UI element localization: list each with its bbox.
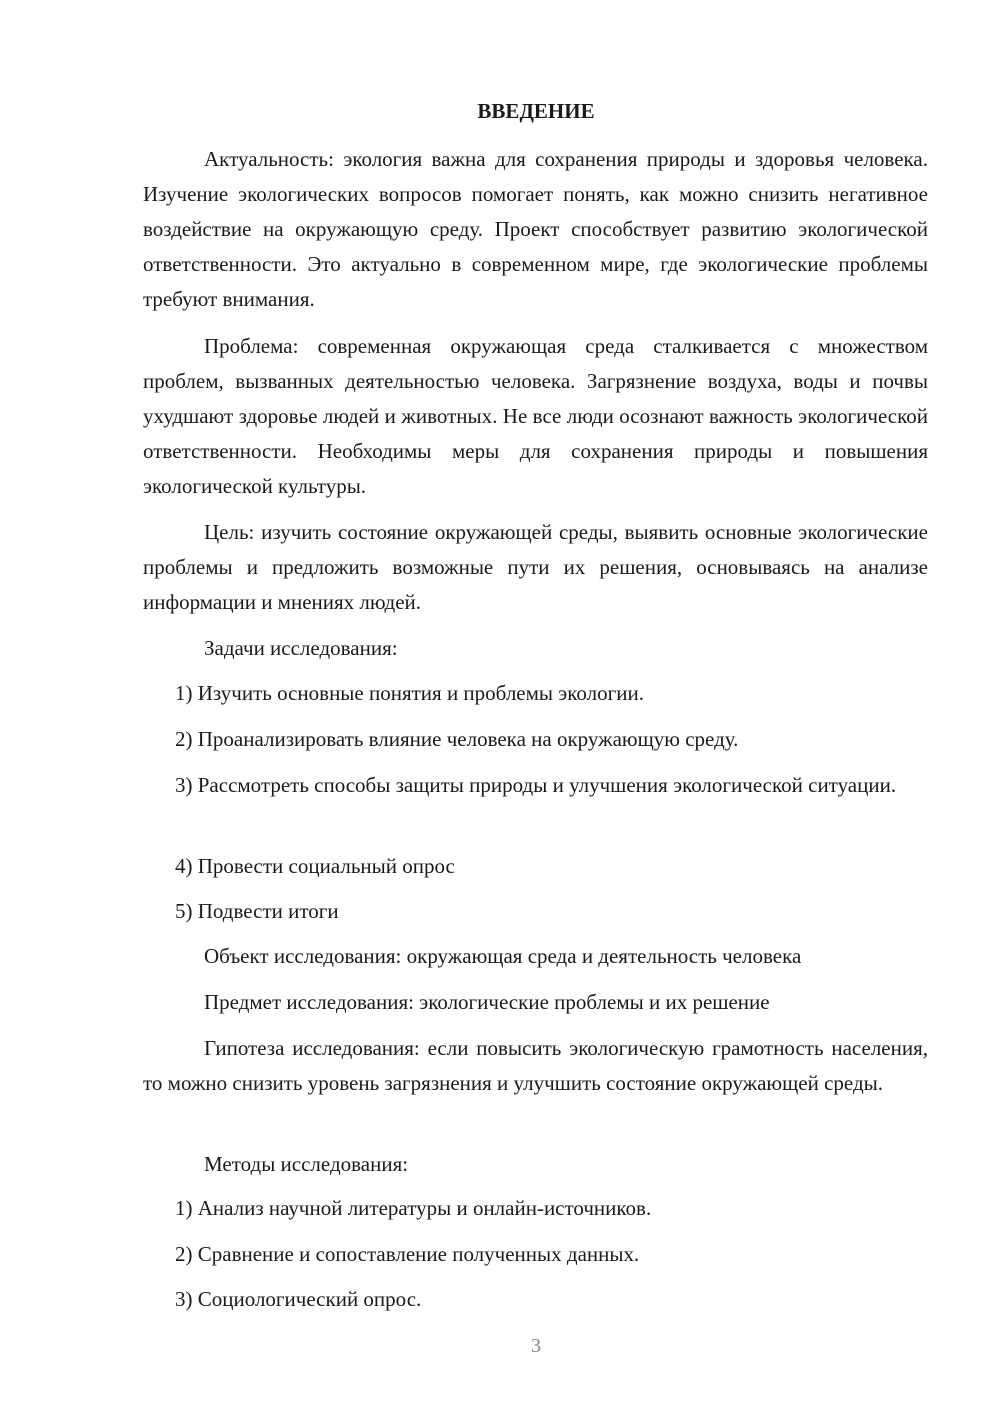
- task-item-3: 3) Рассмотреть способы защиты природы и улучшения экологической ситуации.: [175, 773, 897, 797]
- tasks-title: Задачи исследования:: [204, 636, 398, 660]
- paragraph-goal: Цель: изучить состояние окружающей среды, выявить основные экологические проблемы и предложить возможные пути их решения, основываясь на анализе информации и мнениях людей.: [143, 520, 928, 614]
- research-object: Объект исследования: окружающая среда и деятельность человека: [204, 944, 802, 968]
- method-item-2: 2) Сравнение и сопоставление полученных данных.: [175, 1242, 640, 1266]
- methods-title: Методы исследования:: [204, 1152, 409, 1176]
- research-hypothesis: Гипотеза исследования: если повысить экологическую грамотность населения, то можно снизить уровень загрязнения и улучшить состояние окружающей среды.: [143, 1036, 928, 1095]
- paragraph-problem: Проблема: современная окружающая среда сталкивается с множеством проблем, вызванных деятельностью человека. Загрязнение воздуха, воды и почвы ухудшают здоровье людей и животных. Не все люди осознают важность экологической ответственности. Необходимы меры для сохранения природы и повышения экологической культуры.: [143, 334, 928, 498]
- task-item-1: 1) Изучить основные понятия и проблемы экологии.: [175, 681, 644, 705]
- method-item-3: 3) Социологический опрос.: [175, 1287, 422, 1311]
- page-number: 3: [531, 1335, 541, 1357]
- task-item-2: 2) Проанализировать влияние человека на окружающую среду.: [175, 727, 739, 751]
- method-item-1: 1) Анализ научной литературы и онлайн-источников.: [175, 1196, 652, 1220]
- page-title: ВВЕДЕНИЕ: [477, 99, 595, 123]
- task-item-4: 4) Провести социальный опрос: [175, 854, 455, 878]
- research-subject: Предмет исследования: экологические проблемы и их решение: [204, 990, 770, 1014]
- task-item-5: 5) Подвести итоги: [175, 899, 339, 923]
- paragraph-relevance: Актуальность: экология важна для сохранения природы и здоровья человека. Изучение экологических вопросов помогает понять, как можно снизить негативное воздействие на окружающую среду. Проект способствует развитию экологической ответственности. Это актуально в современном мире, где экологические проблемы требуют внимания.: [143, 147, 928, 311]
